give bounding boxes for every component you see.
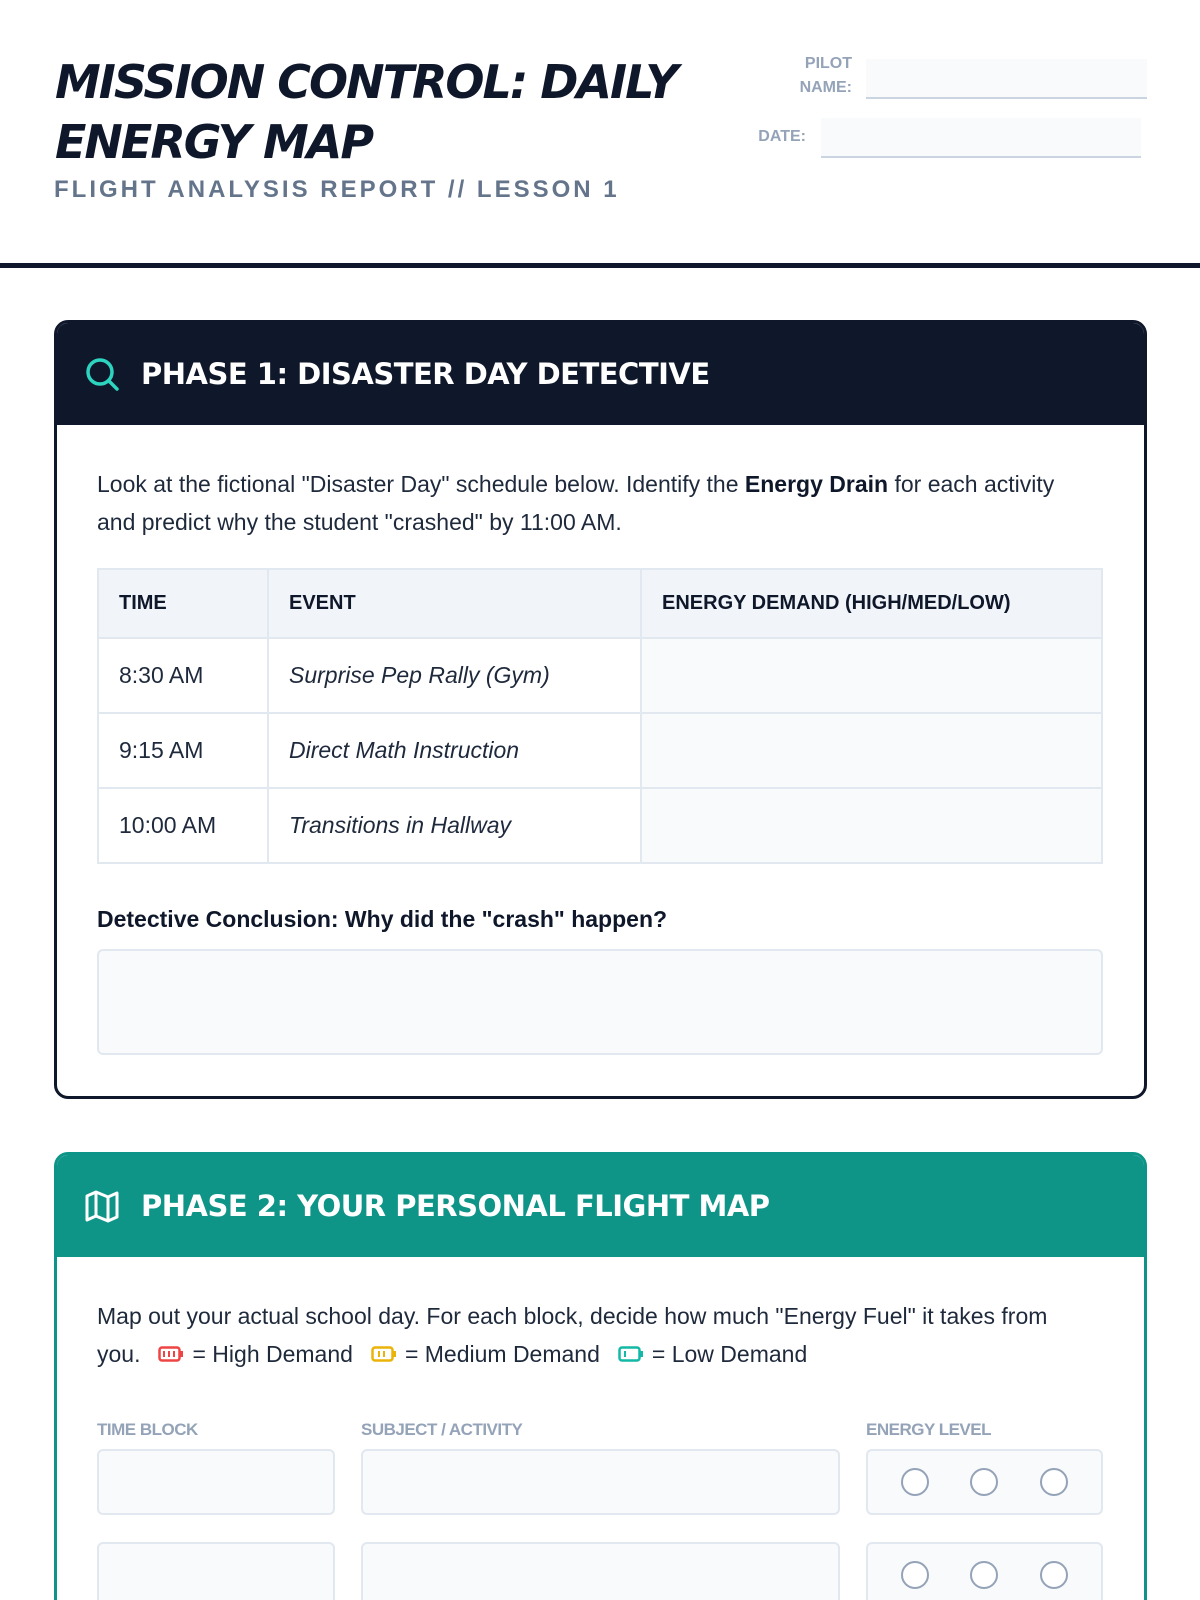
energy-radio-medium[interactable] bbox=[970, 1468, 998, 1496]
phase2-header bbox=[57, 1155, 1144, 1257]
table-row bbox=[98, 713, 1102, 788]
subject-input[interactable] bbox=[361, 1542, 840, 1600]
demand-input[interactable] bbox=[641, 713, 1102, 788]
legend-medium: = Medium Demand bbox=[353, 1341, 600, 1367]
demand-input[interactable] bbox=[641, 788, 1102, 863]
time-block-input[interactable] bbox=[97, 1542, 335, 1600]
row-time: 8:30 AM bbox=[98, 638, 268, 713]
col-label-subject: SUBJECT / ACTIVITY bbox=[361, 1420, 523, 1439]
phase1-title: PHASE 1: DISASTER DAY DETECTIVE bbox=[141, 357, 710, 391]
phase2-card bbox=[54, 1152, 1147, 1600]
energy-radio-medium[interactable] bbox=[970, 1561, 998, 1589]
legend-high: = High Demand bbox=[140, 1341, 352, 1367]
battery-low-icon bbox=[618, 1346, 644, 1362]
row-event: Transitions in Hallway bbox=[268, 788, 641, 863]
page-title: MISSION CONTROL: DAILY ENERGY MAP bbox=[55, 55, 677, 169]
phase2-title: PHASE 2: YOUR PERSONAL FLIGHT MAP bbox=[141, 1189, 770, 1223]
energy-radio-low[interactable] bbox=[1040, 1561, 1068, 1589]
row-time: 9:15 AM bbox=[98, 713, 268, 788]
phase1-intro: Look at the fictional "Disaster Day" schedule below. Identify the Energy Drain for each activity and predict why the student "crashed" by 11:00 AM. bbox=[97, 471, 1055, 535]
battery-high-icon bbox=[158, 1346, 184, 1362]
map-icon bbox=[83, 1187, 121, 1225]
pilot-name-label: PILOT NAME: bbox=[799, 55, 852, 96]
energy-level-selector bbox=[866, 1542, 1103, 1600]
energy-drain-text: Energy Drain bbox=[744, 471, 889, 497]
disaster-day-table bbox=[97, 568, 1103, 864]
col-header-event: EVENT bbox=[268, 569, 641, 638]
date-field[interactable] bbox=[821, 118, 1141, 158]
detective-question: Detective Conclusion: Why did the "crash" happen? bbox=[97, 906, 668, 932]
energy-radio-high[interactable] bbox=[901, 1561, 929, 1589]
energy-radio-high[interactable] bbox=[901, 1468, 929, 1496]
col-header-demand: ENERGY DEMAND (HIGH/MED/LOW) bbox=[641, 569, 1102, 638]
conclusion-answer-box[interactable] bbox=[97, 949, 1103, 1055]
page-subtitle: FLIGHT ANALYSIS REPORT // LESSON 1 bbox=[54, 176, 620, 203]
date-label: DATE: bbox=[758, 128, 806, 145]
energy-level-selector bbox=[866, 1449, 1103, 1515]
demand-input[interactable] bbox=[641, 638, 1102, 713]
row-time: 10:00 AM bbox=[98, 788, 268, 863]
phase2-intro: Map out your actual school day. For each block, decide how much "Energy Fuel" it takes from you. = High Demand = Medium Demand = Low Demand bbox=[97, 1303, 1048, 1367]
col-label-energy: ENERGY LEVEL bbox=[866, 1420, 991, 1439]
col-label-time-block: TIME BLOCK bbox=[97, 1420, 198, 1439]
row-event: Surprise Pep Rally (Gym) bbox=[268, 638, 641, 713]
battery-medium-icon bbox=[371, 1346, 397, 1362]
search-icon bbox=[83, 355, 121, 393]
phase1-header bbox=[57, 323, 1144, 425]
page-header bbox=[0, 0, 1200, 268]
time-block-input[interactable] bbox=[97, 1449, 335, 1515]
pilot-name-field[interactable] bbox=[866, 59, 1147, 99]
table-row bbox=[98, 788, 1102, 863]
col-header-time: TIME bbox=[98, 569, 268, 638]
table-row bbox=[98, 638, 1102, 713]
legend-low: = Low Demand bbox=[600, 1341, 807, 1367]
phase1-card bbox=[54, 320, 1147, 1099]
subject-input[interactable] bbox=[361, 1449, 840, 1515]
row-event: Direct Math Instruction bbox=[268, 713, 641, 788]
energy-radio-low[interactable] bbox=[1040, 1468, 1068, 1496]
table-header-row bbox=[98, 569, 1102, 638]
